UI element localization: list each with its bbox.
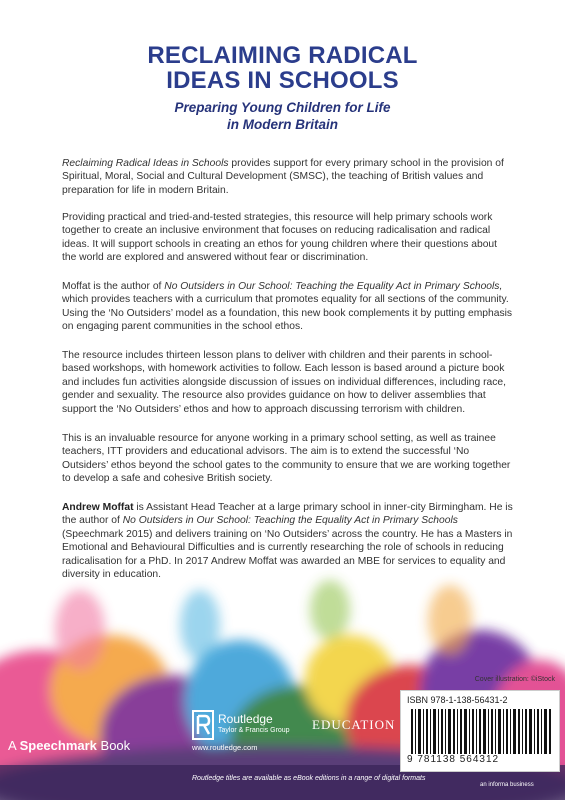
imprint-brand: Speechmark [19, 738, 97, 753]
blurb-p3-start: Moffat is the author of [62, 281, 165, 292]
category-label: EDUCATION [312, 717, 396, 732]
cover-illustration-credit: Cover illustration: ©iStock [474, 676, 555, 683]
book-subtitle-line-1: Preparing Young Children for Life [174, 100, 391, 115]
barcode-icon [411, 709, 551, 754]
routledge-logo-icon [192, 710, 214, 740]
imprint-label [8, 738, 130, 753]
book-title-line-1: RECLAIMING RADICAL [147, 42, 418, 69]
blurb-p1-text: provides support for every primary school in the provision of Spiritual, Moral, Social and Cultural Development (SMSC), the teaching of British values and preparation for life in modern Britain. [62, 158, 504, 196]
blurb-paragraph-3 [62, 280, 514, 334]
author-name: Andrew Moffat [62, 502, 134, 513]
book-subtitle-line-2: in Modern Britain [227, 117, 338, 132]
author-bio-part-1: is Assistant Head Teacher at a large primary school in inner-city Birmingham. He is the author of [62, 502, 513, 527]
blurb-paragraph-1 [62, 157, 514, 197]
imprint-suffix: Book [96, 738, 131, 753]
isbn-barcode-box [400, 690, 560, 772]
blurb-book-title: Reclaiming Radical Ideas in Schools [62, 158, 229, 169]
blurb-paragraph-4 [62, 349, 514, 416]
informa-label: an informa business [480, 782, 534, 788]
author-bio-part-2: (Speechmark 2015) and delivers training on ‘No Outsiders’ across the country. He has a Masters in Emotional and Behavioural Difficulties and is currently researching the role of schools in reducing radicalisation for a PhD. In 2017 Andrew Moffat was awarded an MBE for services to equality and diversity in education. [62, 528, 513, 581]
blurb-paragraph-5 [62, 432, 514, 486]
blurb-paragraph-2 [62, 211, 514, 265]
ebook-note: Routledge titles are available as eBook editions in a range of digital formats [192, 775, 426, 782]
publisher-name: Routledge [218, 712, 273, 726]
blurb-p4-text: The resource includes thirteen lesson plans to deliver with children and their parents in school-based workshops, with homework activities to follow. Each lesson is based around a picture book and includes fun activities alongside discussion of issues on individual differences, including race, gender and sexuality. The resource also provides guidance on how to deliver assemblies that support the ‘No Outsiders’ ethos and how to approach discussing terrorism with children. [62, 350, 506, 415]
imprint-prefix: A [8, 738, 20, 753]
author-bio-book: No Outsiders in Our School: Teaching the Equality Act in Primary Schools [122, 515, 458, 527]
blurb-p3-rest: which provides teachers with a curriculum that promotes equality for all sections of the community. Using the ‘No Outsiders’ model as a foundation, this new book complements it by putting emphasis on engaging parent communities in the school ethos. [62, 294, 513, 333]
isbn-text: ISBN 978-1-138-56431-2 [407, 695, 508, 705]
blurb-p3-book: No Outsiders in Our School: Teaching the Equality Act in Primary Schools, [164, 281, 503, 292]
publisher-url[interactable]: www.routledge.com [192, 743, 258, 752]
publisher-group: Taylor & Francis Group [218, 727, 290, 734]
book-title-line-2: IDEAS IN SCHOOLS [166, 67, 399, 94]
barcode-digits: 9 781138 564312 [407, 754, 500, 765]
blurb-p5-text: This is an invaluable resource for anyone working in a primary school setting, as well as trainee teachers, ITT providers and educational advisors. The aim is to extend the successful ‘No Outsiders’ ethos beyond the school gates to the community to ensure that we are working together to develop a safe and cohesive British society. [62, 433, 511, 485]
blurb-p2-text: Providing practical and tried-and-tested strategies, this resource will help primary schools work together to create an inclusive environment that focuses on reducing radicalisation and radical ideas. It will support schools in creating an ethos for young children where their questions about the world are explored and answered without fear or discrimination. [62, 212, 498, 264]
